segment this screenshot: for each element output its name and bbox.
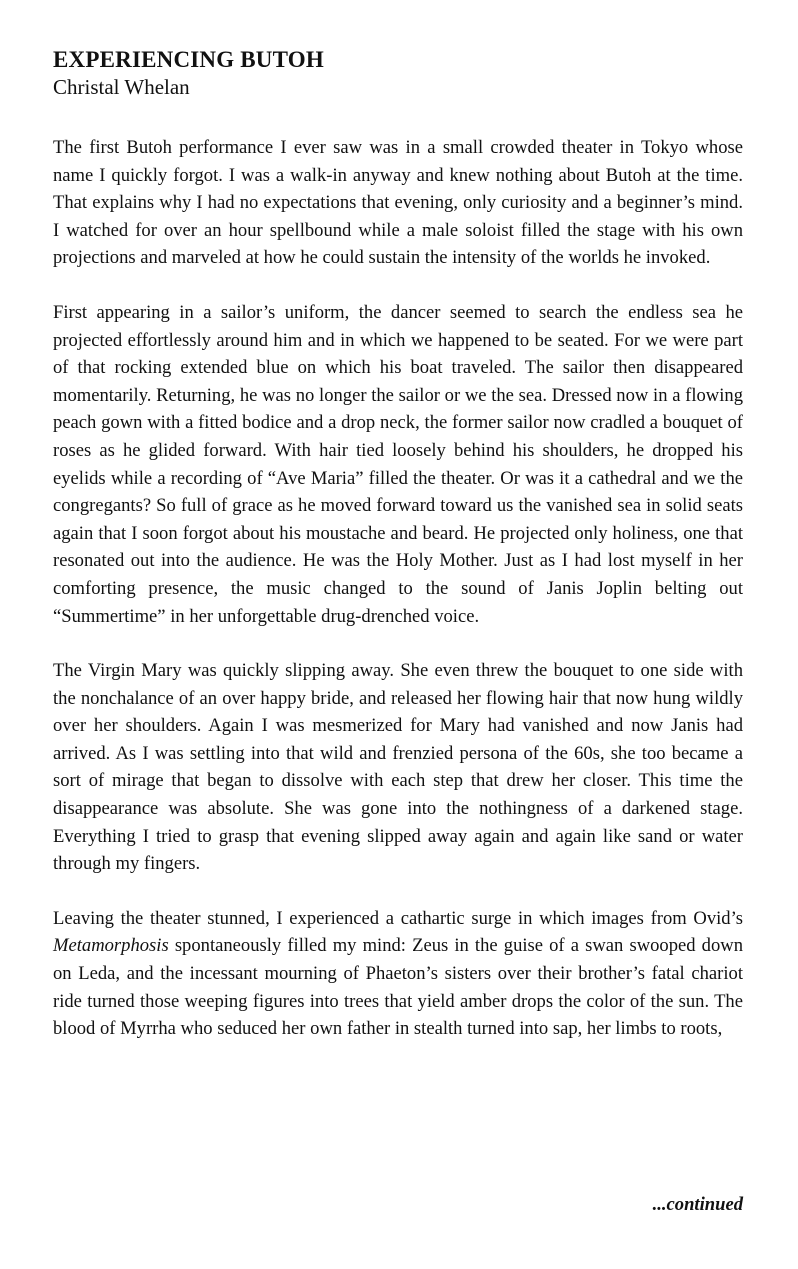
article-author: Christal Whelan — [53, 75, 190, 99]
paragraph-2: First appearing in a sailor’s uniform, the dancer seemed to search the endless sea he projected effortlessly around him and in which we happened to be seated. For we were part of that rocking extended blue on which his boat traveled. The sailor then disappeared momentarily. Returning, he was no longer the sailor or we the sea. Dressed now in a flowing peach gown with a fitted bodice and a drop neck, the former sailor now cradled a bouquet of roses as he glided forward. With hair tied loosely behind his shoulders, he dropped his eyelids while a recording of “Ave Maria” filled the theater. Or was it a cathedral and we the congregants? So full of grace as he moved forward toward us the vanished sea in solid seats again that I soon forgot about his moustache and beard. He projected only holiness, one that resonated out into the audience. He was the Holy Mother. Just as I had lost myself in her comforting presence, the music changed to the sound of Janis Joplin belting out “Summertime” in her unforgettable drug-drenched voice. — [53, 301, 743, 627]
book-title-metamorphosis: Metamorphosis — [53, 935, 169, 957]
paragraph-4 — [53, 905, 743, 1043]
continued-marker: ...continued — [652, 1194, 743, 1215]
article-page — [53, 46, 743, 1215]
paragraph-4-text-end: spontaneously filled my mind: Zeus in the guise of a swan swooped down on Leda, and the incessant mourning of Phaeton’s sisters over their brother’s fatal chariot ride turned those weeping figures into trees that yield amber drops the color of the sun. The blood of Myrrha who seduced her own father in stealth turned into sap, her limbs to roots, — [53, 935, 743, 1040]
paragraph-3: The Virgin Mary was quickly slipping away. She even threw the bouquet to one side with the nonchalance of an over happy bride, and released her flowing hair that now hung wildly over her shoulders. Again I was mesmerized for Mary had vanished and now Janis had arrived. As I was settling into that wild and frenzied persona of the 60s, she too became a sort of mirage that began to dissolve with each step that drew her closer. This time the disappearance was absolute. She was gone into the nothingness of a darkened stage. Everything I tried to grasp that evening slipped away again and again like sand or water through my fingers. — [53, 660, 743, 875]
paragraph-4-text-start: Leaving the theater stunned, I experienced a cathartic surge in which images from Ovid’s — [53, 907, 743, 929]
paragraph-1: The first Butoh performance I ever saw was in a small crowded theater in Tokyo whose name I quickly forgot. I was a walk-in anyway and knew nothing about Butoh at the time. That explains why I had no expectations that evening, only curiosity and a beginner’s mind. I watched for over an hour spellbound while a male soloist filled the stage with his own projections and marveled at how he could sustain the intensity of the worlds he invoked. — [53, 137, 743, 269]
article-title: EXPERIENCING BUTOH — [53, 47, 324, 72]
